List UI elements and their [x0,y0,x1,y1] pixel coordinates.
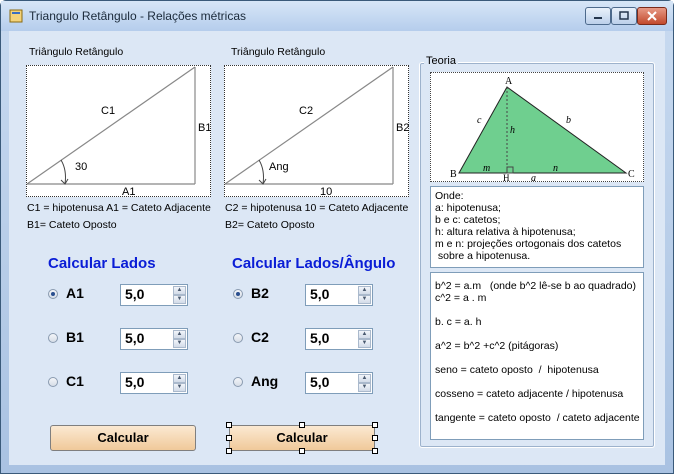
definitions-textbox[interactable] [430,186,644,268]
spinner-a1[interactable] [120,284,188,306]
radio-ang-label[interactable]: Ang [251,373,279,389]
diagram1-hyp-label: C1 [101,105,116,117]
formula-line: seno = cateto oposto / hipotenusa [435,364,599,376]
spinner-b2[interactable] [305,284,373,306]
spinner-ang-up-icon[interactable]: ▲ [358,374,371,383]
spinner-b2-value[interactable]: 5,0 [310,286,330,302]
maximize-icon [612,8,636,24]
spinner-b2-down-icon[interactable]: ▼ [358,295,371,304]
theory-group-title: Teoria [426,55,456,67]
radio-c2[interactable] [233,333,243,343]
formula-line: c^2 = a . m [435,292,487,304]
radio-a1-label[interactable]: A1 [66,285,84,301]
spinner-a1-value[interactable]: 5,0 [125,286,145,302]
spinner-b1-value[interactable]: 5,0 [125,330,145,346]
spinner-b1-down-icon[interactable]: ▼ [173,339,186,348]
selection-handle[interactable] [299,422,305,428]
radio-b2[interactable] [233,289,243,299]
spinner-ang-value[interactable]: 5,0 [310,374,330,390]
spinner-c2-down-icon[interactable]: ▼ [358,339,371,348]
client-area [9,31,665,465]
diagram1-base-label: A1 [122,186,136,198]
selection-handle[interactable] [372,435,378,441]
calculate-angle-button[interactable]: Calcular [229,425,375,451]
definition-line: Onde: [435,190,464,202]
radio-ang[interactable] [233,377,243,387]
diagram2-angle-label: Ang [269,161,289,173]
selection-handle[interactable] [372,448,378,454]
radio-c2-label[interactable]: C2 [251,329,269,345]
formula-line: b. c = a. h [435,316,482,328]
spinner-c2[interactable] [305,328,373,350]
side-a-label: a [531,173,536,184]
theory-triangle-figure [431,73,643,184]
spinner-b1-up-icon[interactable]: ▲ [173,330,186,339]
spinner-a1-up-icon[interactable]: ▲ [173,286,186,295]
diagram2-base-label: 10 [320,186,333,198]
proj-m-label: m [483,163,491,174]
diagram2-caption: Triângulo Retângulo [231,46,326,58]
spinner-c1-value[interactable]: 5,0 [125,374,145,390]
selection-handle[interactable] [299,448,305,454]
radio-c1-label[interactable]: C1 [66,373,84,389]
definition-line: m e n: projeções ortogonais dos catetos [435,238,622,250]
window-title: Triangulo Retângulo - Relações métricas [29,9,246,23]
radio-b1[interactable] [48,333,58,343]
selection-handle[interactable] [226,422,232,428]
definition-line: a: hipotenusa; [435,202,501,214]
selection-handle[interactable] [226,448,232,454]
radio-b1-label[interactable]: B1 [66,329,84,345]
diagram1-desc1: C1 = hipotenusa A1 = Cateto Adjacente [27,202,211,214]
formula-line: b^2 = a.m (onde b^2 lê-se b ao quadrado) [435,280,637,292]
close-icon [638,8,666,24]
spinner-b2-up-icon[interactable]: ▲ [358,286,371,295]
formulas-textbox[interactable] [430,272,644,440]
formula-line: a^2 = b^2 +c^2 (pitágoras) [435,340,559,352]
diagram1-desc2: B1= Cateto Oposto [27,219,117,231]
radio-c1[interactable] [48,377,58,387]
formula-line: cosseno = cateto adjacente / hipotenusa [435,388,624,400]
diagram1-side-label: B1 [198,122,212,134]
definition-line: b e c: catetos; [435,214,501,226]
diagram2-picture [224,65,409,197]
close-button[interactable] [637,7,667,25]
diagram1-caption: Triângulo Retângulo [29,46,124,58]
side-b-label: b [566,115,571,126]
diagram1-picture [26,65,211,197]
minimize-button[interactable] [585,7,611,25]
definition-line: sobre a hipotenusa. [435,250,531,262]
spinner-b1[interactable] [120,328,188,350]
spinner-a1-down-icon[interactable]: ▼ [173,295,186,304]
section2-title: Calcular Lados/Ângulo [232,255,396,272]
spinner-c2-up-icon[interactable]: ▲ [358,330,371,339]
maximize-button[interactable] [611,7,637,25]
vertex-h-label: H [503,173,510,183]
diagram2-desc1: C2 = hipotenusa 10 = Cateto Adjacente [225,202,409,214]
radio-b2-label[interactable]: B2 [251,285,269,301]
spinner-ang-down-icon[interactable]: ▼ [358,383,371,392]
spinner-c1[interactable] [120,372,188,394]
spinner-c2-value[interactable]: 5,0 [310,330,330,346]
side-c-label: c [477,115,482,126]
definition-line: h: altura relativa à hipotenusa; [435,226,576,238]
minimize-icon [586,8,610,24]
radio-a1[interactable] [48,289,58,299]
diagram1-angle-label: 30 [75,161,88,173]
selection-handle[interactable] [372,422,378,428]
height-h-label: h [510,125,515,136]
selection-handle[interactable] [226,435,232,441]
triangle1-figure [27,66,210,196]
diagram2-side-label: B2 [396,122,410,134]
spinner-c1-up-icon[interactable]: ▲ [173,374,186,383]
section1-title: Calcular Lados [48,255,156,272]
spinner-ang[interactable] [305,372,373,394]
vertex-c-label: C [628,169,635,180]
proj-n-label: n [553,163,558,174]
diagram2-hyp-label: C2 [299,105,314,117]
vertex-a-label: A [505,76,513,87]
formula-line: tangente = cateto oposto / cateto adjacente [435,412,640,424]
title-bar[interactable] [1,1,673,31]
triangle2-figure [225,66,408,196]
vertex-b-label: B [450,169,457,180]
theory-picture [430,72,644,182]
spinner-c1-down-icon[interactable]: ▼ [173,383,186,392]
app-icon [9,9,23,23]
diagram2-desc2: B2= Cateto Oposto [225,219,315,231]
calculate-sides-button[interactable]: Calcular [50,425,196,451]
